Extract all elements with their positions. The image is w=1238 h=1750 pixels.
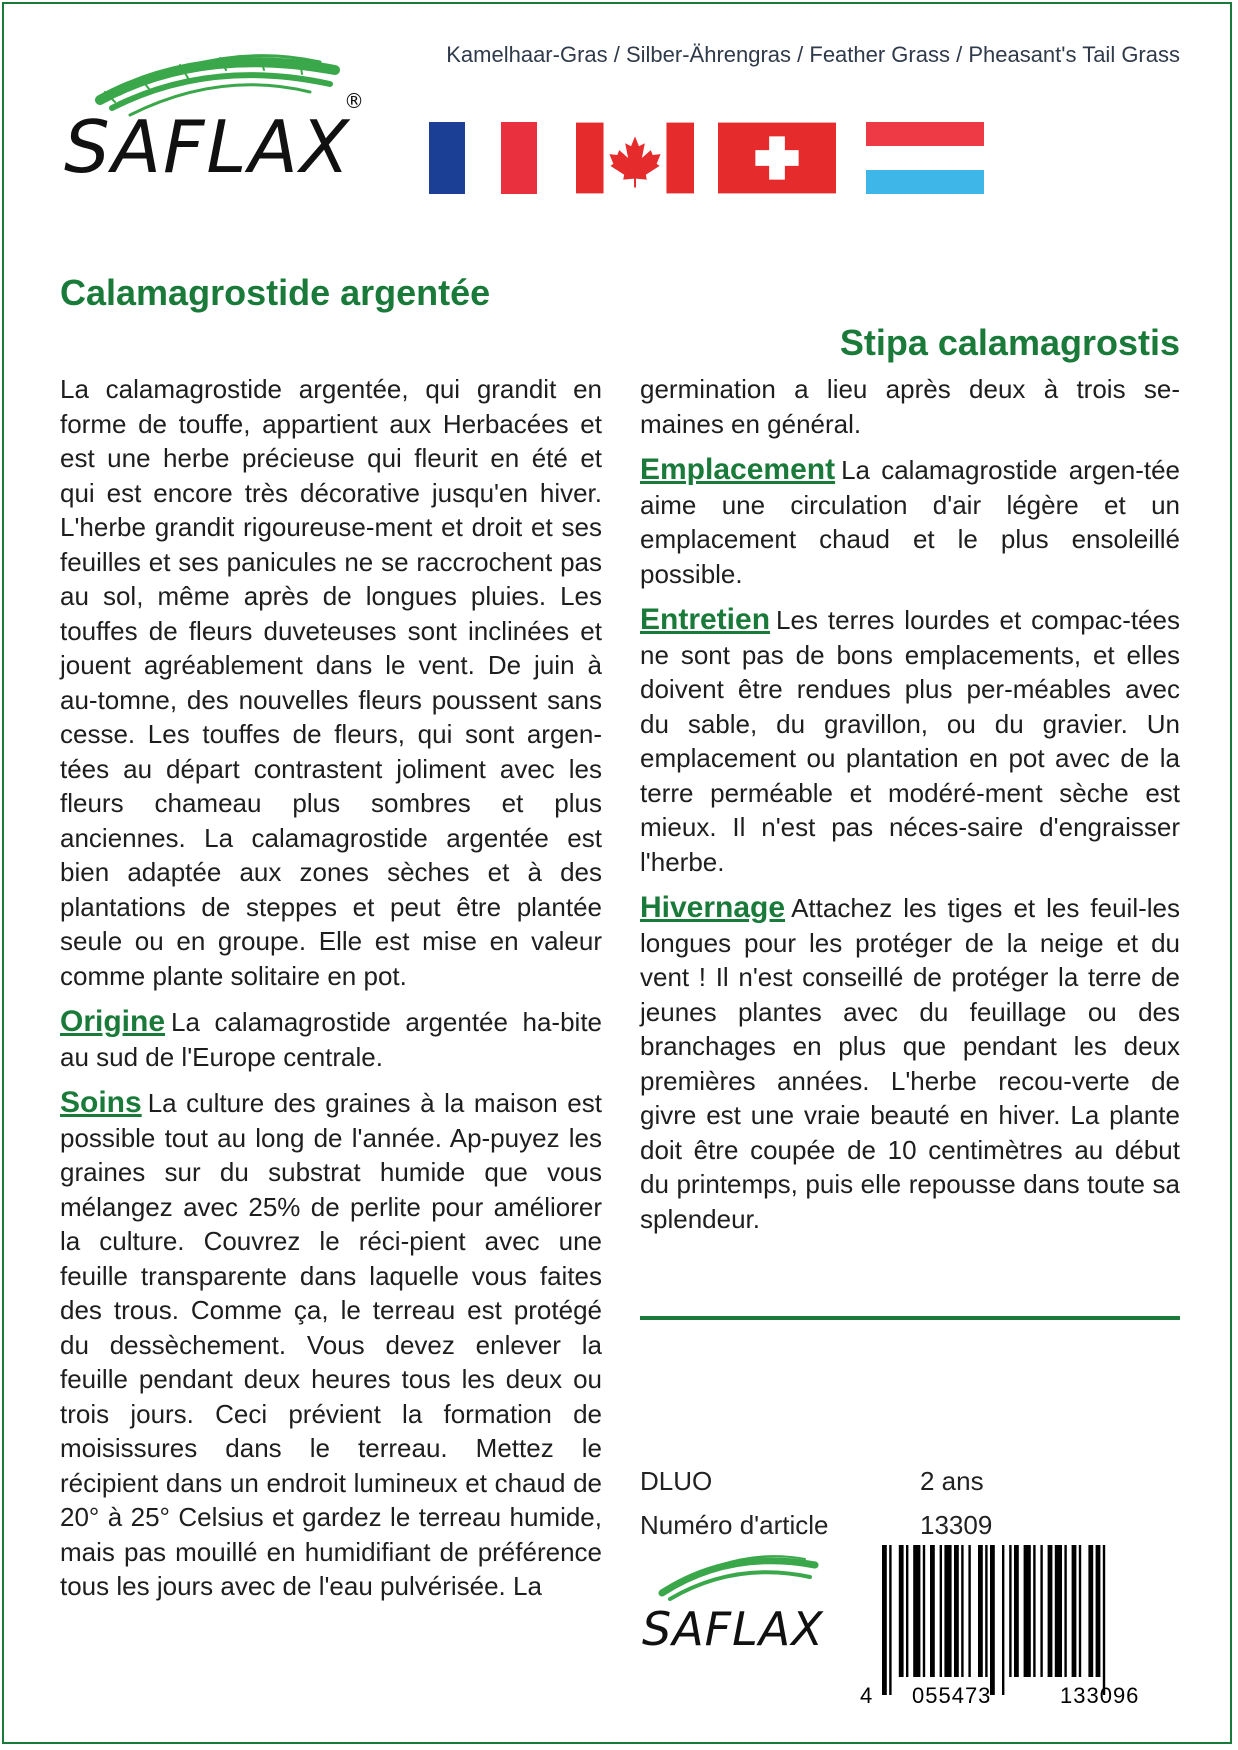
barcode-bar bbox=[1033, 1545, 1035, 1677]
canada-flag-icon bbox=[576, 122, 694, 194]
barcode-bar bbox=[1014, 1545, 1019, 1677]
grass-swoosh-small-icon bbox=[662, 1556, 815, 1599]
care-section bbox=[60, 1086, 602, 1604]
barcode-bar bbox=[1024, 1545, 1031, 1677]
latin-name-title: Stipa calamagrostis bbox=[839, 322, 1180, 363]
winter-text: Attachez les tiges et les feuil-les longues pour les protéger de la neige et du vent ! Il n'est conseillé de protéger la terre de jeunes plantes avec du feuillage ou des branchages en plus que pendant les deux premières années. L'herbe recou-verte de givre est une vraie beauté en hiver. La plante doit être coupée de 10 centimètres au début du printemps, puis elle repousse dans toute sa splendeur. bbox=[640, 893, 1180, 1234]
barcode-bar bbox=[882, 1545, 887, 1695]
barcode-bar bbox=[940, 1545, 942, 1677]
logo-small-text: SAFLAX bbox=[642, 1602, 824, 1656]
location-text: La calamagrostide argen-tée aime une circulation d'air légère et un emplacement chaud et le plus ensoleillé possible. bbox=[640, 455, 1180, 589]
barcode-bar bbox=[899, 1545, 904, 1677]
barcode-bar bbox=[1064, 1545, 1066, 1677]
common-name-title: Calamagrostide argentée bbox=[60, 272, 491, 313]
barcode-bar bbox=[1009, 1545, 1011, 1677]
intro-paragraph: La calamagrostide argentée, qui grandit en forme de touffe, appartient aux Herbacées et est une herbe précieuse qui fleurit en été et qui est encore très décorative jusqu'en hiver. L'herbe grandit rigoureuse-ment et droit et ses feuilles et ses panicules ne se raccrochent pas au sol, même après de longues pluies. Les touffes de fleurs duveteuses sont inclinées et jouent agréablement dans le vent. De juin à au-tomne, des nouvelles fleurs poussent sans cesse. Les touffes de fleurs, qui sont argen-tées au départ contrastent joliment avec les fleurs chameau plus sombres et plus anciennes. La calamagrostide argentée est bien adaptée aux zones sèches et à des plantations de steppes et peut être plantée seule ou en groupe. Elle est mise en valeur comme plante solitaire en pot. bbox=[60, 374, 602, 991]
barcode-bar bbox=[1072, 1545, 1077, 1677]
origin-heading: Origine bbox=[60, 1005, 166, 1038]
barcode-first-digit: 4 bbox=[860, 1683, 873, 1708]
winter-heading: Hivernage bbox=[640, 891, 786, 924]
luxembourg-flag-icon bbox=[866, 122, 984, 194]
dluo-value: 2 ans bbox=[920, 1466, 984, 1496]
logo-text: SAFLAX bbox=[64, 105, 352, 189]
barcode-bar bbox=[961, 1545, 963, 1677]
maintenance-text: Les terres lourdes et compac-tées ne sont pas de bons emplacements, et elles doivent être rendues plus per-méables avec du sable, du gravillon, ou du gravier. Un emplacement ou plantation en pot avec de la terre perméable et modéré-ment sèche est mieux. Il n'est pas néces-saire d'engraisser l'herbe. bbox=[640, 605, 1180, 877]
header-tagline: Kamelhaar-Gras / Silber-Ährengras / Feather Grass / Pheasant's Tail Grass bbox=[446, 42, 1180, 67]
maintenance-heading: Entretien bbox=[640, 603, 771, 636]
barcode-bar bbox=[1088, 1545, 1093, 1677]
barcode-group-1: 055473 bbox=[912, 1683, 992, 1708]
france-flag-icon bbox=[424, 122, 542, 194]
barcode-bar bbox=[1079, 1545, 1081, 1677]
barcode-bar bbox=[889, 1545, 891, 1695]
barcode-bar bbox=[954, 1545, 959, 1677]
origin-text: La calamagrostide argentée ha-bite au sud de l'Europe centrale. bbox=[60, 1007, 602, 1072]
article-number-value: 13309 bbox=[920, 1510, 993, 1540]
section-divider bbox=[640, 1316, 1180, 1320]
article-number-label: Numéro d'article bbox=[640, 1510, 829, 1540]
barcode-bar bbox=[944, 1545, 951, 1677]
maintenance-section bbox=[640, 603, 1180, 879]
barcode-bar bbox=[985, 1545, 987, 1677]
care-heading: Soins bbox=[60, 1086, 142, 1119]
barcode-bar bbox=[990, 1545, 995, 1695]
care-text: La culture des graines à la maison est possible tout au long de l'année. Ap-puyez les graines sur du substrat humide que vous mélangez avec 25% de perlite pour améliorer la culture. Couvrez le réci-pient avec une feuille transparente dans laquelle vous faites des trous. Comme ça, le terreau est protégé du dessèchement. Vous devez enlever la feuille pendant deux heures tous les deux ou trois jours. Ceci prévient la formation de moisissures dans le terreau. Mettez le récipient dans un endroit lumineux et chaud de 20° à 25° Celsius et gardez le terreau humide, mais pas mouillé en humidifiant de préférence tous les jours avec de l'eau pulvérisée. La bbox=[60, 1088, 602, 1601]
barcode-bar bbox=[1096, 1545, 1101, 1677]
saflax-logo-small bbox=[640, 1545, 850, 1665]
left-column bbox=[60, 372, 602, 1616]
location-heading: Emplacement bbox=[640, 453, 836, 486]
barcode-group-2: 133096 bbox=[1060, 1683, 1140, 1708]
barcode-bar bbox=[968, 1545, 970, 1677]
saflax-logo bbox=[60, 40, 420, 210]
registered-mark: ® bbox=[344, 89, 364, 113]
barcode-bars bbox=[882, 1545, 1105, 1695]
barcode-bar bbox=[978, 1545, 983, 1677]
care-text-continued: germination a lieu après deux à trois se-maines en général. bbox=[640, 374, 1180, 439]
barcode-bar bbox=[906, 1545, 908, 1677]
dluo-label: DLUO bbox=[640, 1466, 713, 1496]
winter-section bbox=[640, 891, 1180, 1236]
switzerland-flag-icon bbox=[718, 122, 836, 194]
barcode-bar bbox=[923, 1545, 925, 1677]
barcode-bar bbox=[913, 1545, 920, 1677]
barcode-bar bbox=[1103, 1545, 1105, 1695]
barcode-bar bbox=[1055, 1545, 1062, 1677]
barcode-bar bbox=[1040, 1545, 1042, 1677]
barcode-bar bbox=[930, 1545, 935, 1677]
barcode-bar bbox=[1048, 1545, 1053, 1677]
right-column bbox=[640, 372, 1180, 1248]
location-section bbox=[640, 453, 1180, 591]
barcode bbox=[860, 1545, 1180, 1710]
origin-section bbox=[60, 1005, 602, 1074]
barcode-bar bbox=[1002, 1545, 1004, 1695]
